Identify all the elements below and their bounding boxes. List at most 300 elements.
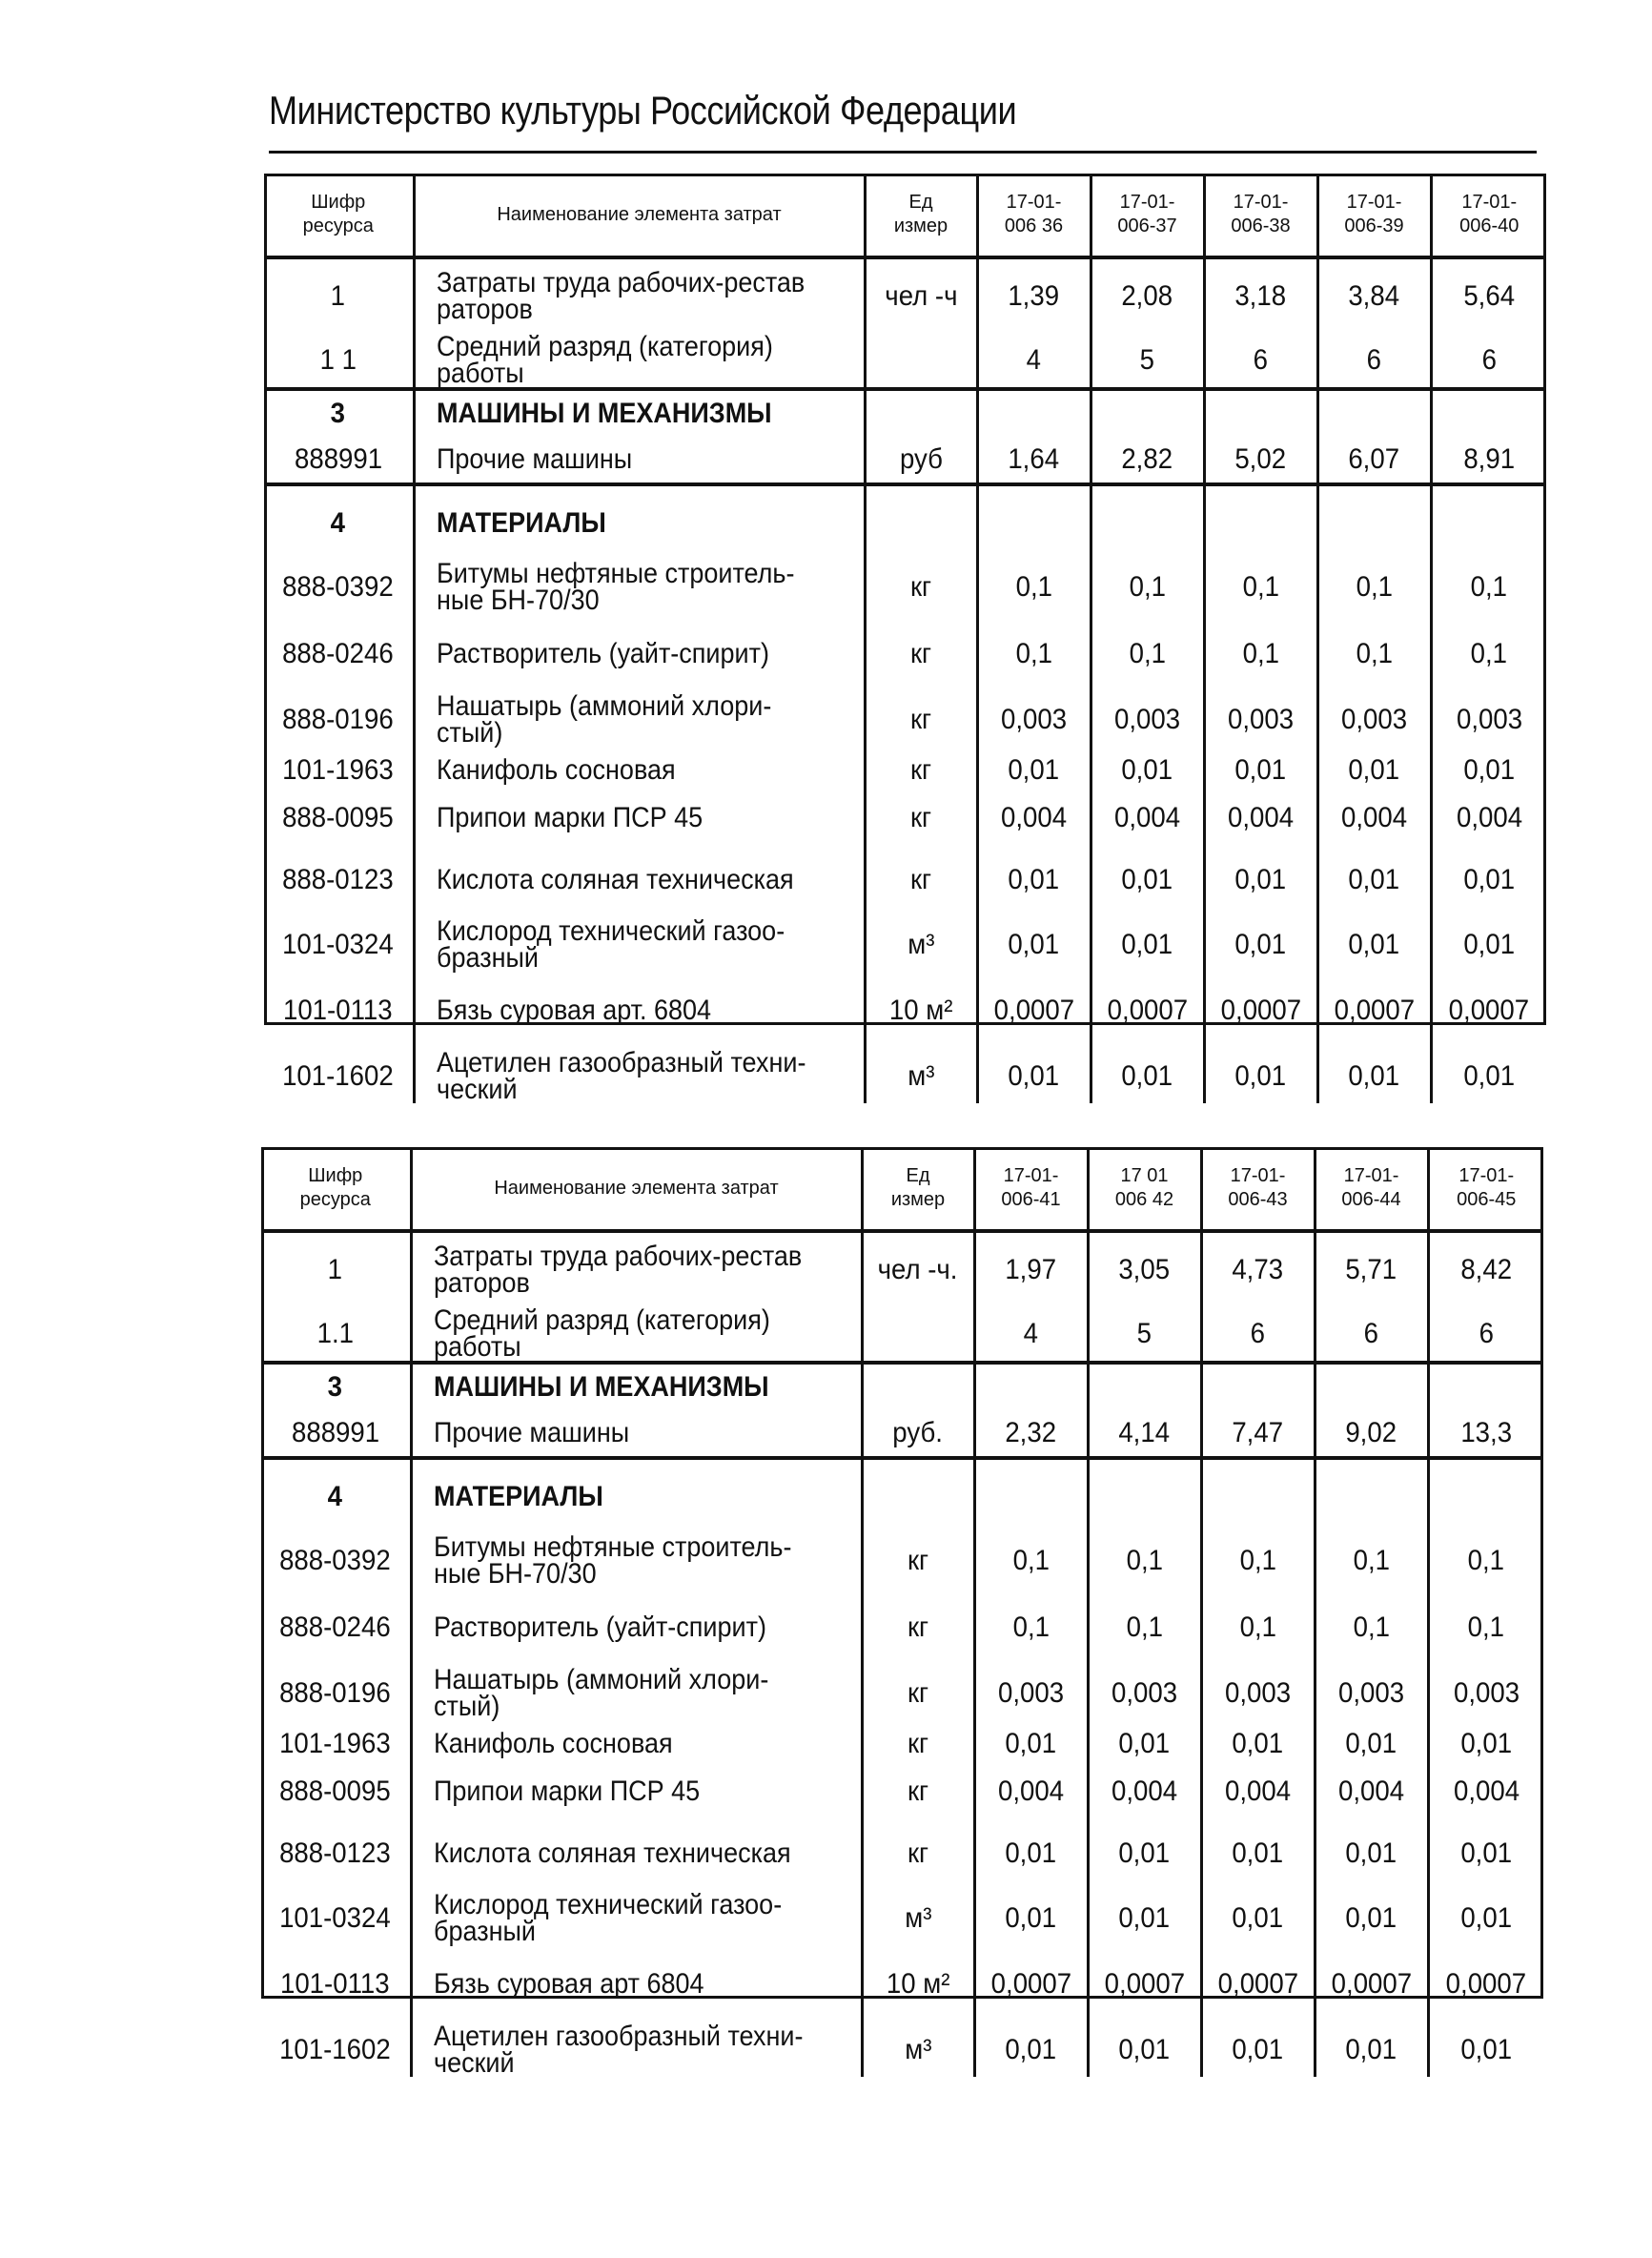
value-cell (1088, 1892, 1201, 1945)
value-cell (974, 2023, 1088, 2077)
element-name (414, 614, 865, 693)
value-cell (1317, 1050, 1431, 1103)
value-cell (1317, 972, 1431, 1050)
value-cell (1091, 693, 1204, 747)
value-text: 4,14 (1118, 1417, 1171, 1448)
value-text: 0,01 (1348, 864, 1400, 895)
value-cell (974, 1307, 1088, 1363)
value-cell (1091, 561, 1204, 614)
unit (865, 561, 977, 614)
unit (865, 794, 977, 842)
resource-code-text: 888991 (294, 443, 382, 475)
value-text: 0,01 (1463, 1060, 1516, 1092)
value-cell (974, 1768, 1088, 1816)
value-cell (977, 389, 1091, 437)
value-cell (1201, 1231, 1315, 1307)
value-cell (977, 614, 1091, 693)
value-text: 3,84 (1348, 280, 1400, 312)
value-cell (1088, 1231, 1201, 1307)
value-cell (1431, 794, 1546, 842)
element-name (411, 2023, 862, 2077)
value-cell (1204, 918, 1317, 972)
element-name (414, 331, 865, 389)
value-cell (1431, 693, 1546, 747)
page-title: Министерство культуры Российской Федерации (269, 88, 1017, 133)
element-name-text: Нашатырь (аммоний хлори- стый) (433, 1664, 768, 1722)
table-row (264, 257, 1546, 334)
table-row (261, 1363, 1543, 1410)
element-name-text: Кислород технический газоо- бразный (436, 915, 785, 974)
resource-code-text: 3 (328, 1371, 343, 1403)
unit-text: руб (899, 443, 943, 475)
value-cell (977, 437, 1091, 484)
unit-text: кг (909, 802, 932, 833)
table-row (261, 1410, 1543, 1458)
value-text: 0,01 (1121, 754, 1173, 786)
element-name-text: Прочие машины (433, 1417, 629, 1448)
unit (862, 1410, 974, 1458)
unit (862, 1588, 974, 1667)
unit-text: кг (907, 1677, 929, 1709)
table-row (261, 1231, 1543, 1307)
element-name (414, 794, 865, 842)
element-name-text: Ацетилен газообразный техни- ческий (433, 2021, 803, 2079)
unit (865, 614, 977, 693)
value-cell (1204, 257, 1317, 334)
value-text: 0,1 (1353, 1611, 1390, 1643)
page-header (269, 88, 1537, 154)
value-cell (1204, 334, 1317, 389)
value-text: 0,01 (1232, 1837, 1284, 1869)
unit (862, 1667, 974, 1720)
element-name-text: Припои марки ПСР 45 (436, 802, 703, 833)
header-code-column: 17-01- 006-41 (974, 1147, 1088, 1231)
value-text: 6 (1366, 344, 1382, 376)
resource-code-text: 4 (328, 1481, 343, 1512)
element-name (414, 558, 865, 616)
value-cell (1431, 747, 1546, 794)
value-text: 0,0007 (993, 995, 1074, 1026)
value-text: 5 (1139, 344, 1155, 376)
element-name (411, 1816, 862, 1892)
value-cell (1088, 1667, 1201, 1720)
resource-code (264, 484, 414, 561)
value-text: 0,1 (1242, 637, 1279, 669)
value-text: 0,01 (1463, 929, 1516, 960)
value-text: 0,01 (1005, 1728, 1057, 1759)
value-text: 0,1 (1239, 1545, 1276, 1576)
resource-code (264, 918, 414, 972)
value-cell (1204, 389, 1317, 437)
value-text: 0,1 (1129, 571, 1166, 603)
value-cell (1201, 1945, 1315, 2023)
value-cell (1091, 1050, 1204, 1103)
value-cell (1317, 794, 1431, 842)
value-cell (1091, 484, 1204, 561)
value-text: 0,1 (1356, 637, 1393, 669)
value-cell (1428, 2023, 1543, 2077)
unit-text: кг (907, 1776, 929, 1807)
resource-code-text: 888-0196 (282, 704, 395, 735)
value-cell (1428, 1588, 1543, 1667)
value-text: 5,02 (1234, 443, 1287, 475)
element-name-text: Затраты труда рабочих-рестав раторов (436, 267, 805, 325)
value-cell (1201, 1816, 1315, 1892)
value-cell (1201, 1667, 1315, 1720)
table-row (264, 614, 1546, 693)
value-text: 0,1 (1012, 1545, 1050, 1576)
value-text: 0,01 (1121, 1060, 1173, 1092)
value-text: 0,0007 (1449, 995, 1530, 1026)
resource-code (261, 1588, 411, 1667)
unit (865, 334, 977, 389)
table-row (261, 1720, 1543, 1768)
value-text: 0,01 (1118, 2034, 1171, 2065)
value-cell (1201, 1588, 1315, 1667)
value-cell (1204, 614, 1317, 693)
value-cell (974, 1945, 1088, 2023)
resource-code (261, 1231, 411, 1307)
value-cell (1315, 1768, 1428, 1816)
element-name (411, 1588, 862, 1667)
value-cell (1315, 1231, 1428, 1307)
resource-code-text: 888-0095 (279, 1776, 392, 1807)
resource-code-text: 888-0123 (282, 864, 395, 895)
resource-code (261, 1720, 411, 1768)
unit-text: 10 м² (886, 1968, 950, 2000)
table-row (264, 437, 1546, 484)
value-cell (1317, 918, 1431, 972)
value-cell (974, 1667, 1088, 1720)
unit (865, 918, 977, 972)
header-code-column: 17-01- 006-40 (1431, 174, 1546, 257)
value-text: 0,003 (1000, 704, 1068, 735)
value-cell (977, 693, 1091, 747)
table-row (264, 484, 1546, 561)
value-cell (1428, 1410, 1543, 1458)
value-cell (974, 1410, 1088, 1458)
value-text: 0,01 (1460, 1837, 1513, 1869)
value-cell (1091, 614, 1204, 693)
table-row (264, 842, 1546, 918)
value-cell (1315, 1410, 1428, 1458)
value-text: 6 (1363, 1318, 1379, 1349)
resource-code-text: 888991 (291, 1417, 379, 1448)
unit-text: кг (909, 754, 932, 786)
value-cell (1201, 1720, 1315, 1768)
value-cell (977, 334, 1091, 389)
value-text: 0,003 (1111, 1677, 1178, 1709)
value-cell (1317, 561, 1431, 614)
value-cell (1431, 484, 1546, 561)
value-text: 0,0007 (1104, 1968, 1185, 2000)
value-cell (974, 1892, 1088, 1945)
value-cell (1204, 1050, 1317, 1103)
value-text: 0,01 (1121, 864, 1173, 895)
value-cell (974, 1458, 1088, 1534)
unit (865, 437, 977, 484)
element-name (414, 690, 865, 749)
element-name (414, 437, 865, 484)
value-text: 0,1 (1239, 1611, 1276, 1643)
value-text: 4 (1026, 344, 1042, 376)
resource-code (261, 1410, 411, 1458)
unit-text: кг (909, 571, 932, 603)
value-text: 0,0007 (1217, 1968, 1298, 2000)
element-name-text: Бязь суровая арт 6804 (433, 1968, 704, 2000)
value-cell (977, 972, 1091, 1050)
element-name-text: Средний разряд (категория) работы (436, 331, 773, 389)
value-cell (1088, 1534, 1201, 1588)
value-cell (1428, 1816, 1543, 1892)
element-name (411, 1768, 862, 1816)
value-text: 0,01 (1463, 864, 1516, 895)
resource-code (264, 561, 414, 614)
resource-code (264, 693, 414, 747)
value-cell (1091, 257, 1204, 334)
value-text: 8,42 (1460, 1254, 1513, 1285)
unit-text: чел -ч (884, 280, 958, 312)
element-name-text: Нашатырь (аммоний хлори- стый) (436, 690, 771, 749)
value-text: 0,004 (1111, 1776, 1178, 1807)
value-text: 0,01 (1118, 1728, 1171, 1759)
resource-code-text: 101-0113 (280, 1968, 391, 2000)
resource-code-text: 888-0246 (282, 637, 395, 669)
value-cell (1428, 1945, 1543, 2023)
unit-text: м³ (907, 1060, 935, 1092)
value-cell (1315, 1307, 1428, 1363)
value-cell (1201, 2023, 1315, 2077)
value-cell (1088, 1458, 1201, 1534)
value-text: 6 (1479, 1318, 1494, 1349)
element-name-text: Битумы нефтяные строитель- ные БН-70/30 (433, 1531, 791, 1590)
value-cell (1204, 561, 1317, 614)
value-cell (1428, 1231, 1543, 1307)
value-cell (1428, 1720, 1543, 1768)
value-cell (1201, 1307, 1315, 1363)
value-cell (1428, 1363, 1543, 1410)
value-cell (1201, 1892, 1315, 1945)
table-row (264, 334, 1546, 389)
header-code-column: 17-01- 006 36 (977, 174, 1091, 257)
value-text: 0,01 (1234, 929, 1287, 960)
unit (865, 747, 977, 794)
value-cell (1088, 1768, 1201, 1816)
unit-text: кг (909, 637, 932, 669)
value-text: 5,64 (1463, 280, 1516, 312)
value-cell (1428, 1534, 1543, 1588)
value-text: 0,1 (1471, 571, 1508, 603)
value-text: 0,004 (1227, 802, 1295, 833)
table-row (261, 1307, 1543, 1363)
value-cell (1204, 972, 1317, 1050)
value-cell (1315, 1892, 1428, 1945)
value-text: 0,003 (1340, 704, 1408, 735)
value-text: 0,01 (1460, 1902, 1513, 1934)
header-code-column: 17-01- 006-43 (1201, 1147, 1315, 1231)
value-cell (1091, 918, 1204, 972)
unit (865, 1050, 977, 1103)
element-name (411, 1889, 862, 1947)
table-row (264, 693, 1546, 747)
element-name-text: Растворитель (уайт-спирит) (436, 637, 769, 669)
header-name: Наименование элемента затрат (411, 1147, 862, 1231)
resource-code (264, 614, 414, 693)
unit-text: руб. (892, 1417, 944, 1448)
value-cell (1315, 1720, 1428, 1768)
value-text: 2,82 (1121, 443, 1173, 475)
value-cell (1315, 2023, 1428, 2077)
element-name-text: Битумы нефтяные строитель- ные БН-70/30 (436, 558, 794, 616)
value-text: 0,01 (1345, 1728, 1397, 1759)
table-row (261, 1816, 1543, 1892)
value-cell (1204, 484, 1317, 561)
value-text: 0,004 (1224, 1776, 1292, 1807)
table-row (264, 561, 1546, 614)
value-text: 0,1 (1126, 1611, 1163, 1643)
element-name-text: МАТЕРИАЛЫ (436, 507, 606, 539)
unit (862, 1534, 974, 1588)
value-cell (1315, 1816, 1428, 1892)
table-row (264, 972, 1546, 1050)
value-text: 0,01 (1460, 2034, 1513, 2065)
value-text: 0,01 (1232, 2034, 1284, 2065)
resource-code-text: 101-1963 (279, 1728, 392, 1759)
element-name (414, 747, 865, 794)
value-text: 0,0007 (1334, 995, 1415, 1026)
unit-text: кг (907, 1545, 929, 1576)
unit (862, 1307, 974, 1363)
element-name-text: МАТЕРИАЛЫ (433, 1481, 603, 1512)
value-cell (1201, 1534, 1315, 1588)
unit (865, 842, 977, 918)
unit-text: кг (907, 1728, 929, 1759)
header-unit: Ед измер (865, 174, 977, 257)
table-row (261, 1534, 1543, 1588)
element-name (411, 1410, 862, 1458)
table-header-row (264, 174, 1546, 257)
value-text: 0,0007 (1220, 995, 1301, 1026)
value-cell (974, 1720, 1088, 1768)
value-text: 0,004 (1113, 802, 1181, 833)
value-cell (1431, 842, 1546, 918)
value-cell (1315, 1667, 1428, 1720)
value-cell (974, 1588, 1088, 1667)
unit (862, 1720, 974, 1768)
resource-code-text: 101-0324 (282, 929, 395, 960)
value-text: 0,1 (1015, 571, 1052, 603)
header-code-column: 17-01- 006-44 (1315, 1147, 1428, 1231)
unit (862, 1816, 974, 1892)
value-text: 0,1 (1015, 637, 1052, 669)
value-cell (1317, 484, 1431, 561)
table-row (261, 1458, 1543, 1534)
value-cell (1315, 1363, 1428, 1410)
unit (862, 1458, 974, 1534)
value-text: 0,01 (1118, 1837, 1171, 1869)
header-name: Наименование элемента затрат (414, 174, 865, 257)
value-text: 0,01 (1232, 1902, 1284, 1934)
value-text: 0,01 (1234, 754, 1287, 786)
value-text: 0,01 (1463, 754, 1516, 786)
value-text: 2,08 (1121, 280, 1173, 312)
resource-code-text: 888-0123 (279, 1837, 392, 1869)
value-cell (974, 1363, 1088, 1410)
value-cell (1315, 1945, 1428, 2023)
resource-code (264, 747, 414, 794)
resource-code (261, 2023, 411, 2077)
header-unit: Ед измер (862, 1147, 974, 1231)
value-cell (977, 484, 1091, 561)
value-cell (1431, 334, 1546, 389)
value-cell (1201, 1363, 1315, 1410)
value-text: 0,01 (1345, 1902, 1397, 1934)
resource-code (264, 257, 414, 334)
header-rule (269, 151, 1537, 154)
element-name (411, 1720, 862, 1768)
element-name (411, 1664, 862, 1722)
value-cell (1091, 794, 1204, 842)
element-name-text: Затраты труда рабочих-рестав раторов (433, 1241, 802, 1299)
value-cell (1204, 747, 1317, 794)
resource-code-text: 1 (331, 280, 346, 312)
table-row (264, 747, 1546, 794)
unit (862, 1892, 974, 1945)
value-cell (1431, 918, 1546, 972)
resource-code-text: 4 (331, 507, 346, 539)
resource-code (261, 1892, 411, 1945)
value-cell (1091, 972, 1204, 1050)
header-code-column: 17-01- 006-39 (1317, 174, 1431, 257)
resource-code (261, 1816, 411, 1892)
resource-code (261, 1363, 411, 1410)
element-name (411, 1304, 862, 1363)
value-text: 0,01 (1460, 1728, 1513, 1759)
value-text: 0,01 (1121, 929, 1173, 960)
resource-code-text: 1 (328, 1254, 343, 1285)
value-text: 0,004 (997, 1776, 1065, 1807)
value-text: 0,003 (1224, 1677, 1292, 1709)
value-cell (1428, 1307, 1543, 1363)
value-cell (1315, 1458, 1428, 1534)
value-cell (1204, 437, 1317, 484)
element-name (411, 1531, 862, 1590)
value-cell (1317, 842, 1431, 918)
unit (865, 257, 977, 334)
unit (862, 1768, 974, 1816)
value-text: 0,1 (1242, 571, 1279, 603)
element-name-text: Кислота соляная техническая (433, 1837, 791, 1869)
value-text: 0,004 (1337, 1776, 1405, 1807)
resource-code (264, 437, 414, 484)
value-text: 3,18 (1234, 280, 1287, 312)
resource-code-text: 1.1 (316, 1318, 354, 1349)
table-row (261, 1667, 1543, 1720)
resource-code (264, 334, 414, 389)
resource-code (264, 1050, 414, 1103)
element-name (414, 484, 865, 561)
value-text: 0,01 (1345, 1837, 1397, 1869)
value-text: 0,01 (1348, 929, 1400, 960)
value-text: 5,71 (1345, 1254, 1397, 1285)
value-text: 0,003 (1113, 704, 1181, 735)
value-cell (1091, 842, 1204, 918)
value-text: 0,01 (1008, 929, 1060, 960)
resource-code-text: 1 1 (319, 344, 357, 376)
value-text: 0,1 (1012, 1611, 1050, 1643)
unit (862, 2023, 974, 2077)
value-text: 0,1 (1129, 637, 1166, 669)
